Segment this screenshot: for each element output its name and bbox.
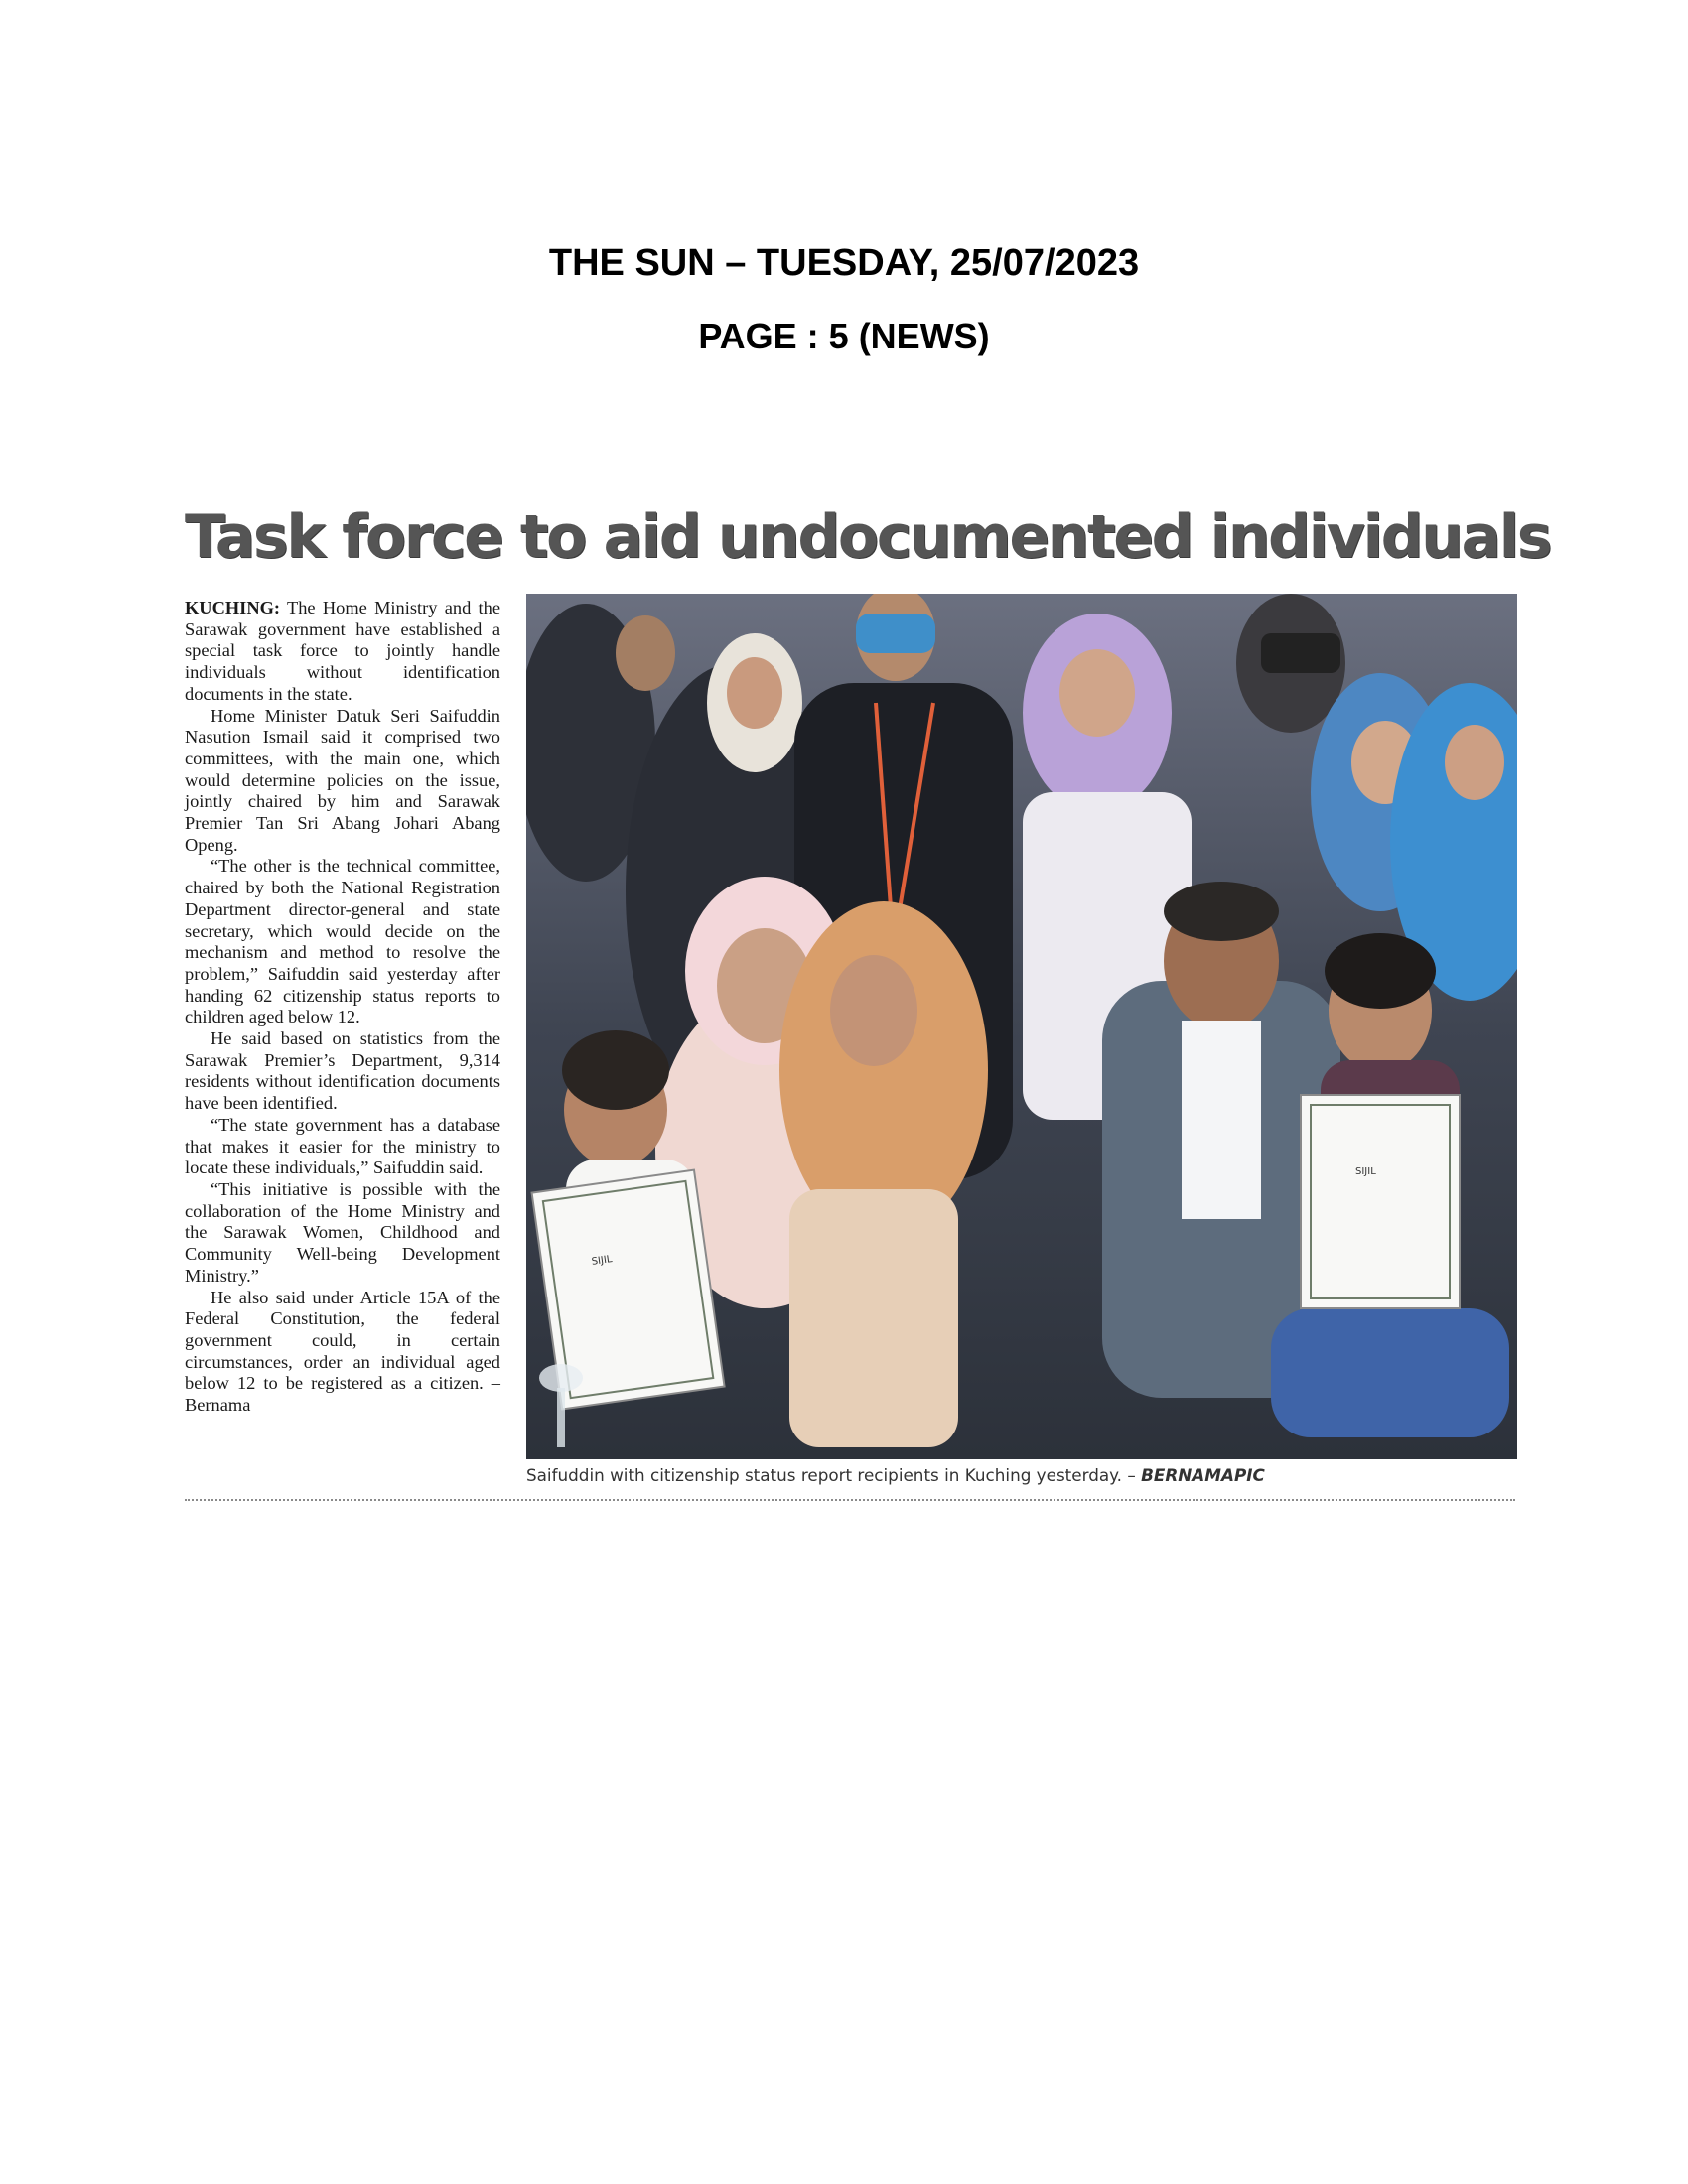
article-paragraph: KUCHING: The Home Ministry and the Sarawak government have established a special task force to jointly handle individuals without identification documents in the state. — [185, 598, 500, 704]
article-dateline: KUCHING: — [185, 598, 281, 617]
certificate-label: SIJIL — [1355, 1166, 1376, 1177]
article-paragraph: Home Minister Datuk Seri Saifuddin Nasution Ismail said it comprised two committees, with the main one, which would determine policies on the issue, jointly chaired by him and Sarawak Premier Tan Sri Abang Johari Abang Openg. — [185, 705, 500, 855]
clipping-bottom-rule — [185, 1499, 1515, 1501]
news-clipping — [185, 496, 1551, 1504]
article-paragraph: “The other is the technical committee, chaired by both the National Registration Department director-general and state secretary, which would decide on the mechanism and method to resolve the problem,” Saifuddin said yesterday after handing 62 citizenship status reports to children aged below 12. — [185, 856, 500, 1027]
article-paragraph: “This initiative is possible with the collaboration of the Home Ministry and the Sarawak Women, Childhood and Community Well-being Development Ministry.” — [185, 1178, 500, 1286]
article-paragraph: He said based on statistics from the Sarawak Premier’s Department, 9,314 residents without identification documents have been identified. — [185, 1028, 500, 1114]
article-headline: Task force to aid undocumented individuals — [185, 502, 1551, 572]
certificate-label: SIJIL — [591, 1254, 614, 1268]
article-body — [185, 598, 500, 1417]
publication-date-header: THE SUN – TUESDAY, 25/07/2023 — [548, 242, 1140, 284]
news-photo — [526, 594, 1517, 1459]
page-section-header: PAGE : 5 (NEWS) — [698, 316, 990, 356]
article-paragraph: He also said under Article 15A of the Federal Constitution, the federal government could, in certain circumstances, order an individual aged below 12 to be registered as a citizen. – Bernama — [185, 1287, 500, 1416]
photo-caption: Saifuddin with citizenship status report recipients in Kuching yesterday. – BERNAMAPIC — [526, 1465, 1265, 1485]
photo-credit: BERNAMAPIC — [1141, 1465, 1265, 1485]
article-paragraph: “The state government has a database that makes it easier for the ministry to locate these individuals,” Saifuddin said. — [185, 1114, 500, 1178]
